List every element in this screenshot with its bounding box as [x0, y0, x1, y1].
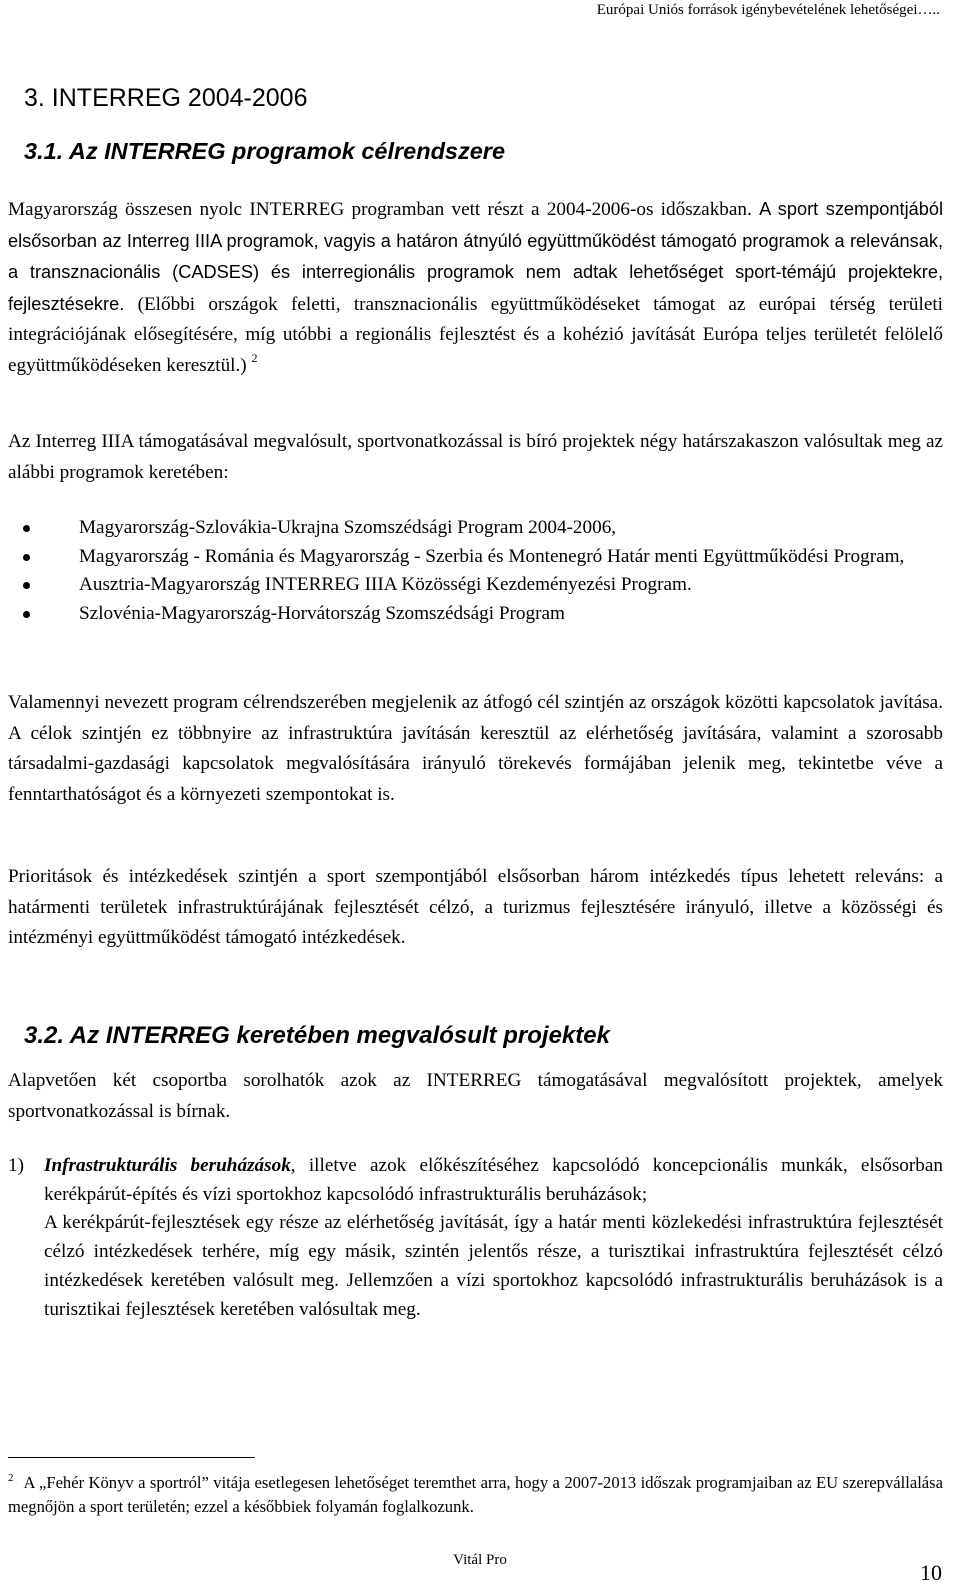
page-number: 10 — [920, 1560, 942, 1585]
running-header: Európai Uniós források igénybevételének lehetőségei….. — [596, 2, 940, 18]
paragraph-intro-serif: Magyarország összesen nyolc INTERREG programban vett részt a 2004-2006-os időszakban. — [8, 199, 752, 220]
list-item: Magyarország - Románia és Magyarország - Szerbia és Montenegró Határ menti Együttműködési Program, — [8, 543, 943, 572]
list-number: 1) — [8, 1155, 24, 1176]
footnote-divider — [8, 1457, 255, 1458]
list-item: Magyarország-Szlovákia-Ukrajna Szomszédsági Program 2004-2006, — [8, 514, 943, 543]
footnote-mark: 2 — [8, 1472, 14, 1484]
bullet-icon — [23, 554, 30, 561]
footnote-ref[interactable]: 2 — [251, 350, 258, 365]
subsection-heading-3-1: 3.1. Az INTERREG programok célrendszere — [24, 138, 506, 164]
paragraph-groups: Alapvetően két csoportba sorolhatók azok az INTERREG támogatásával megvalósított projektek, amelyek sportvonatkozással is bírnak. — [8, 1070, 943, 1122]
footnote — [8, 1471, 943, 1518]
paragraph-intro-tail: (Előbbi országok feletti, transznacionális együttműködéseket támogat az európai térség területi integrációjának elősegítésére, míg utóbbi a regionális fejlesztést és a kohézió javítását Európa teljes területét felölelő együttműködéseken keresztül.) — [8, 293, 943, 376]
paragraph-projects: Az Interreg IIIA támogatásával megvalósult, sportvonatkozással is bíró projektek négy határszakaszon valósultak meg az alábbi programok keretében: — [8, 431, 943, 483]
program-list — [8, 514, 943, 628]
subsection-heading-3-2: 3.2. Az INTERREG keretében megvalósult projektek — [24, 1022, 610, 1049]
list-item: Szlovénia-Magyarország-Horvátország Szomszédsági Program — [8, 600, 943, 629]
paragraph-goals: Valamennyi nevezett program célrendszerében megjelenik az átfogó cél szintjén az országok közötti kapcsolatok javítása. A célok szintjén ez többnyire az infrastruktúra javításán keresztül az elérhetőség javítására, valamint a szorosabb társadalmi-gazdasági kapcsolatok megvalósítására irányuló törekevés formájában jelenik meg, tekintetbe véve a fenntarthatóságot és a környezeti szempontokat is. — [8, 692, 943, 805]
bullet-icon — [23, 525, 30, 532]
numbered-item-detail: A kerékpárút-fejlesztések egy része az elérhetőség javítását, így a határ menti közlekedési infrastruktúra fejlesztését célzó intézkedések terhére, míg egy másik, szintén jelentős része, a turisztikai infrastruktúra fejlesztését célzó intézkedések keretében valósult meg. Jellemzően a vízi sportokhoz kapcsolódó infrastrukturális beruházások is a turisztikai fejlesztések keretében valósultak meg. — [44, 1212, 943, 1320]
footnote-text: A „Fehér Könyv a sportról” vitája esetlegesen lehetőséget teremthet arra, hogy a 2007-2013 időszak programjaiban az EU szerepvállalása megnőjön a sport területén; ezzel a későbbiek folyamán foglalkozunk. — [8, 1473, 943, 1516]
bullet-icon — [23, 582, 30, 589]
numbered-item-term: Infrastrukturális beruházások — [44, 1155, 291, 1176]
paragraph-intro — [8, 194, 943, 381]
section-heading: 3. INTERREG 2004-2006 — [24, 84, 308, 112]
list-item: Ausztria-Magyarország INTERREG IIIA Közösségi Kezdeményezési Program. — [8, 571, 943, 600]
paragraph-intro-sans: A sport szempontjából elsősorban az Interreg IIIA programok, vagyis a határon átnyúló együttműködést támogató programok a relevánsak, a transznacionális (CADSES) és interregionális programok nem adtak lehetőséget sport-témájú projektekre, fejlesztésekre. — [8, 199, 944, 314]
paragraph-priorities: Prioritások és intézkedések szintjén a sport szempontjából elsősorban három intézkedés típus lehetett releváns: a határmenti területek infrastruktúrájának fejlesztését célzó, a turizmus fejlesztésére irányuló, illetve a közösségi és intézményi együttműködést támogató intézkedések. — [8, 866, 943, 948]
numbered-item-1 — [8, 1152, 943, 1324]
numbered-item-lead: Infrastrukturális beruházások, illetve azok előkészítéséhez kapcsolódó koncepcionális munkák, elsősorban kerékpárút-építés és vízi sportokhoz kapcsolódó infrastrukturális beruházások; — [44, 1155, 943, 1205]
bullet-icon — [23, 611, 30, 618]
footer-author: Vitál Pro — [453, 1552, 507, 1568]
